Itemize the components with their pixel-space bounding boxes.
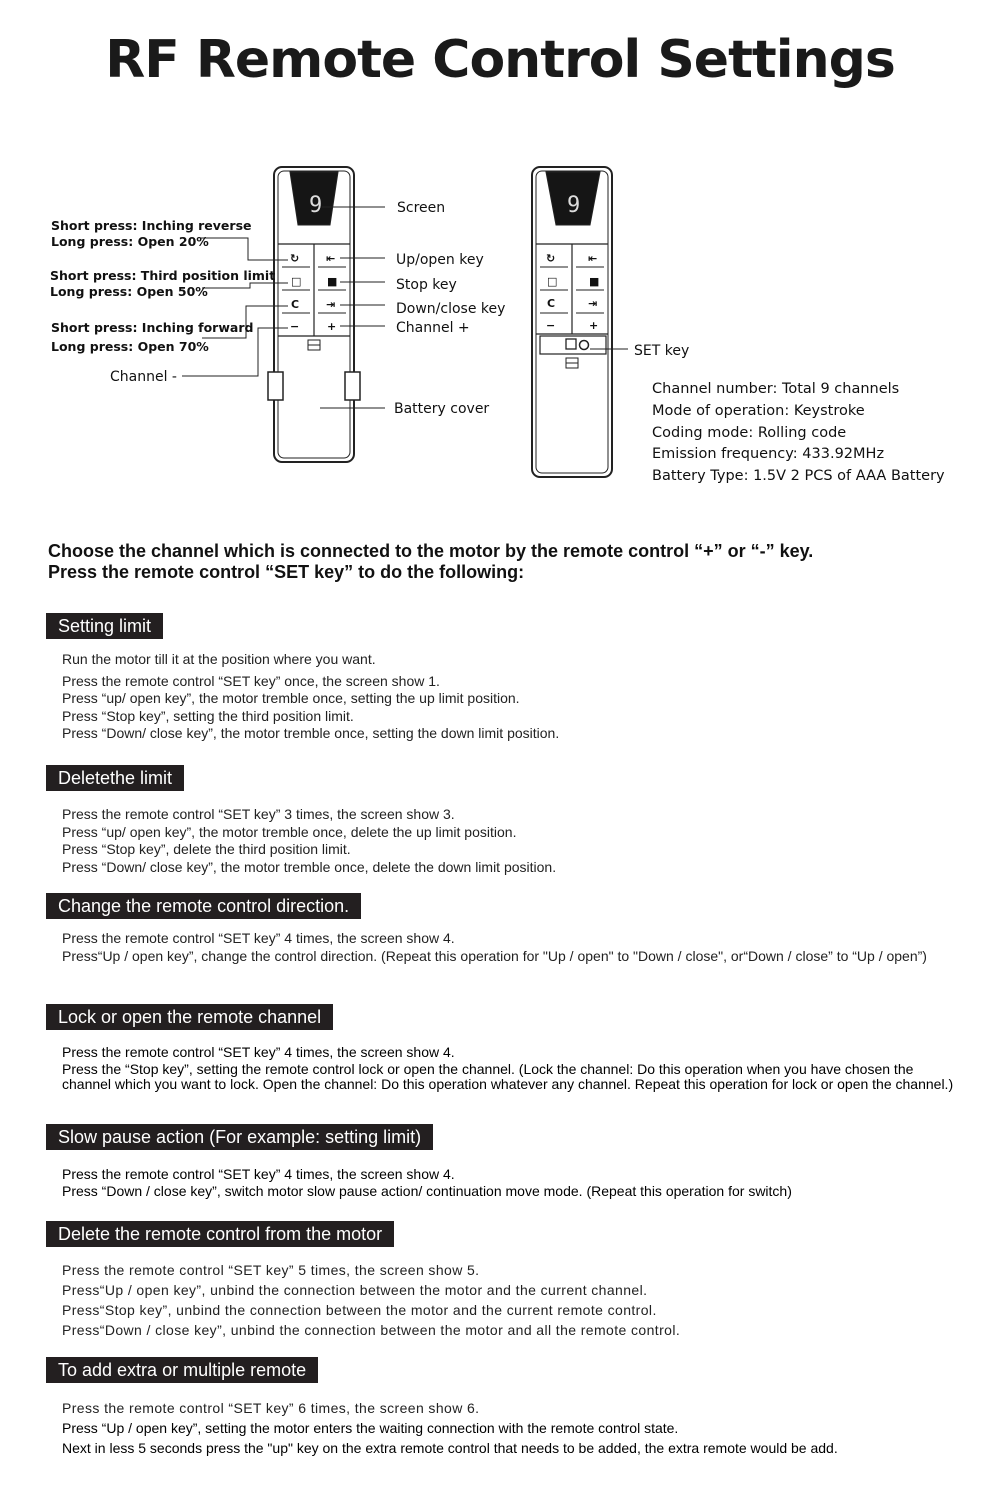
callout-screen: Screen	[397, 200, 446, 216]
spec-coding: Coding mode: Rolling code	[652, 425, 847, 441]
callout-up: Up/open key	[396, 252, 484, 268]
right-minus-key-icon[interactable]: −	[546, 319, 556, 332]
instruction-line: Press “Down / close key”, switch motor slow pause action/ continuation move mode. (Repeat this operation for switch)	[62, 1183, 792, 1199]
section-delete-limit-heading	[46, 765, 184, 791]
callout-forward-short: Short press: Inching forward	[51, 320, 254, 335]
section-heading: Deletethe limit	[46, 765, 184, 791]
right-screen-digit: 9	[567, 193, 581, 218]
section-direction-body	[62, 930, 947, 965]
callout-reverse-short: Short press: Inching reverse	[51, 218, 252, 233]
section-direction-heading	[46, 893, 361, 919]
callout-set-key: SET key	[634, 343, 690, 359]
instruction-line: Run the motor till it at the position where you want.	[62, 651, 376, 667]
section-heading: Delete the remote control from the motor	[46, 1221, 394, 1247]
right-stop-key-icon[interactable]: ■	[589, 275, 600, 288]
instruction-line: Press “Stop key”, setting the third position limit.	[62, 707, 354, 724]
section-slow-pause-heading	[46, 1124, 433, 1150]
right-down-key-icon[interactable]: ⇥	[588, 297, 598, 310]
instruction-line: Next in less 5 seconds press the "up" key on the extra remote control that needs to be added, the extra remote would be add.	[62, 1440, 838, 1456]
section-heading: To add extra or multiple remote	[46, 1357, 318, 1383]
callout-reverse-long: Long press: Open 20%	[51, 234, 209, 249]
page-title: RF Remote Control Settings	[105, 30, 895, 90]
instruction-line: Press“Down / close key”, unbind the connection between the motor and all the remote control.	[62, 1322, 681, 1338]
instruction-line: Press “up/ open key”, the motor tremble once, delete the up limit position.	[62, 823, 517, 840]
remote-diagram	[0, 150, 1000, 495]
instruction-line: Press the remote control “SET key” 5 times, the screen show 5.	[62, 1262, 480, 1278]
callout-stop: Stop key	[396, 277, 457, 293]
instruction-line: Press the remote control “SET key” 4 times, the screen show 4.	[62, 1166, 455, 1182]
section-add-remote-body	[62, 1398, 962, 1458]
reverse-key-icon[interactable]: ↻	[290, 252, 300, 265]
instruction-line: Press “Up / open key”, setting the motor enters the waiting connection with the remote control state.	[62, 1420, 679, 1436]
right-plus-key-icon[interactable]: +	[589, 319, 599, 332]
section-heading: Change the remote control direction.	[46, 893, 361, 919]
instruction-line: Press the remote control “SET key” once, the screen show 1.	[62, 672, 440, 689]
spec-mode: Mode of operation: Keystroke	[652, 403, 865, 419]
spec-battery: Battery Type: 1.5V 2 PCS of AAA Battery	[652, 468, 945, 484]
channel-plus-key-icon[interactable]: +	[327, 320, 337, 333]
instruction-line: Press the “Stop key”, setting the remote control lock or open the channel. (Lock the channel: Do this operation when you have chosen the channel which you want to lock. Open the channel: Do this operation whatever any channel. Repeat this operation for lock or open the channel.)	[62, 1061, 954, 1092]
callout-forward-long: Long press: Open 70%	[51, 339, 209, 354]
section-add-remote-heading	[46, 1357, 318, 1383]
section-heading: Lock or open the remote channel	[46, 1004, 333, 1030]
section-delete-limit-body	[62, 806, 962, 876]
down-key-icon[interactable]: ⇥	[326, 298, 336, 311]
callout-third-long: Long press: Open 50%	[50, 284, 208, 299]
intro-line-2: Press the remote control “SET key” to do the following:	[48, 562, 525, 582]
instruction-line: Press “Down/ close key”, the motor tremble once, delete the down limit position.	[62, 858, 557, 875]
third-limit-key-icon[interactable]: □	[291, 275, 302, 288]
forward-key-icon[interactable]: C	[291, 298, 300, 311]
section-heading: Setting limit	[46, 613, 163, 639]
instruction-line: Press the remote control “SET key” 6 times, the screen show 6.	[62, 1400, 480, 1416]
section-setting-limit-heading	[46, 613, 163, 639]
right-forward-key-icon[interactable]: C	[547, 297, 556, 310]
callout-down: Down/close key	[396, 301, 506, 317]
section-heading: Slow pause action (For example: setting limit)	[46, 1124, 433, 1150]
up-key-icon[interactable]: ⇤	[326, 252, 336, 265]
callout-third-short: Short press: Third position limit	[50, 268, 276, 283]
section-lock-body	[62, 1045, 962, 1092]
instruction-line: Press“Stop key”, unbind the connection between the motor and the current remote control.	[62, 1302, 657, 1318]
section-delete-remote-body	[62, 1260, 962, 1340]
instruction-line: Press “Stop key”, delete the third position limit.	[62, 841, 351, 857]
channel-minus-key-icon[interactable]: −	[290, 320, 300, 333]
intro-line-1: Choose the channel which is connected to the motor by the remote control “+” or “-” key.	[48, 541, 814, 561]
instruction-line: Press “Down/ close key”, the motor tremble once, setting the down limit position.	[62, 725, 560, 741]
callout-channel-plus: Channel +	[396, 320, 470, 336]
section-delete-remote-heading	[46, 1221, 394, 1247]
right-up-key-icon[interactable]: ⇤	[588, 252, 598, 265]
instruction-line: Press“Up / open key”, unbind the connection between the motor and the current channel.	[62, 1282, 648, 1298]
callout-battery: Battery cover	[394, 401, 490, 417]
callout-channel-minus: Channel -	[110, 369, 177, 385]
spec-channel-number: Channel number: Total 9 channels	[652, 381, 900, 397]
instruction-line: Press the remote control “SET key” 3 times, the screen show 3.	[62, 806, 455, 822]
section-setting-limit-body	[62, 651, 962, 743]
intro-instructions	[48, 541, 813, 583]
section-lock-heading	[46, 1004, 333, 1030]
spec-frequency: Emission frequency: 433.92MHz	[652, 446, 885, 462]
instruction-line: Press “up/ open key”, the motor tremble once, setting the up limit position.	[62, 690, 520, 706]
instruction-line: Press“Up / open key”, change the control direction. (Repeat this operation for "Up / open" to "Down / close", or“Down / close” to “Up / open”)	[62, 947, 927, 964]
section-slow-pause-body	[62, 1167, 962, 1199]
instruction-line: Press the remote control “SET key” 4 times, the screen show 4.	[62, 1044, 455, 1060]
stop-key-icon[interactable]: ■	[327, 275, 338, 288]
right-reverse-key-icon[interactable]: ↻	[546, 252, 556, 265]
left-screen-digit: 9	[309, 193, 323, 218]
right-third-key-icon[interactable]: □	[547, 275, 558, 288]
instruction-line: Press the remote control “SET key” 4 times, the screen show 4.	[62, 930, 455, 946]
